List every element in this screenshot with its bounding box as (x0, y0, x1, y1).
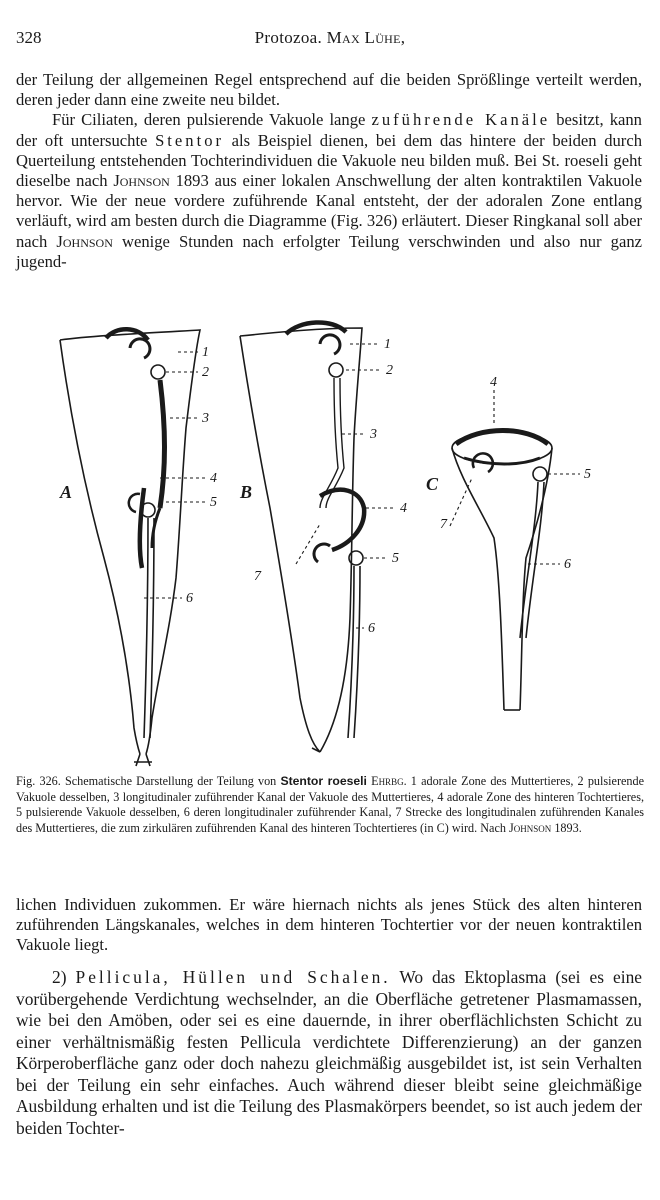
author-name: Johnson (56, 231, 113, 251)
diagram-label-c: C (426, 474, 439, 494)
running-head-section: Protozoa. (254, 28, 323, 47)
body-text-middle (16, 895, 642, 956)
label-c-5: 5 (584, 467, 591, 482)
label-b-4: 4 (400, 501, 407, 516)
emphasis-spaced: zuführende Kanäle (371, 110, 551, 130)
diagram-a-body (60, 329, 200, 766)
label-a-4: 4 (210, 471, 217, 486)
diagram-label-a: A (60, 482, 73, 502)
figure-326 (20, 318, 650, 768)
label-c-4: 4 (490, 375, 497, 390)
emphasis-spaced: Stentor (155, 130, 225, 150)
body-text-top (16, 70, 642, 272)
body-text-bottom (16, 967, 642, 1139)
diagram-c-body (450, 390, 552, 710)
label-a-5: 5 (210, 495, 217, 510)
label-b-2: 2 (386, 363, 393, 378)
caption-species: Stentor roeseli (280, 774, 367, 788)
author-name: Johnson (113, 171, 170, 191)
label-b-6: 6 (368, 621, 375, 636)
label-a-2: 2 (202, 365, 209, 380)
running-header (14, 28, 646, 54)
label-b-3: 3 (370, 427, 377, 442)
section-title: Pellicula, Hüllen und Schalen. (75, 967, 391, 987)
label-c-7: 7 (440, 517, 447, 532)
figure-caption (16, 774, 644, 836)
text-run: Wo das Ektoplasma (sei es eine vorübergehende Verdichtung wechselnder, an die Oberfläche getretener Plasmamassen, wie bei den Amöben, oder sei es eine dauernde, in ihrer oberflächlichsten Schicht zu einer verhältnismäßig festen Pellicula verdichtete Differenzierung) an der ganzen Körperoberfläche ganz oder doch nahezu gleichmäßig ausgebildet ist, ist sein Verhalten bei der Teilung ein sehr einfaches. Auch während dieser bleibt seine gleichmäßige Ausbildung erhalten und ist die Teilung des Plasmakörpers beendet, so ist auch jedem der beiden Tochter- (16, 967, 642, 1138)
paragraph-juvenile: lichen Individuen zukommen. Er wäre hiernach nichts als jenes Stück des alten hinteren zuführenden Längskanales, welches in dem hinteren Tochtertier vor der neuen kontraktilen Vakuole liegt. (16, 895, 642, 955)
page-number: 328 (16, 28, 42, 47)
paragraph-pellicula (16, 967, 642, 1139)
diagram-label-b: B (240, 482, 253, 502)
caption-author: Johnson (509, 820, 552, 835)
caption-text: 1 adorale Zone des Muttertieres, 2 pulsierende Vakuole desselben, 3 longitudinaler zuführender Kanal der Vakuole des Muttertieres, 4 adorale Zone des hinteren Tochtertieres, 5 pulsierende Vakuole desselben, 6 deren longitudinaler zuführender Kanal, 7 Strecke des longitudinalen zuführenden Kanales des Muttertieres, die zum zirkulären zuführenden Kanal des hinteren Tochtertieres (in C) wird. Nach (16, 774, 645, 835)
running-head (14, 28, 646, 48)
label-b-5: 5 (392, 551, 399, 566)
caption-text: Fig. 326. Schematische Darstellung der Teilung von (16, 774, 281, 788)
label-b-1: 1 (384, 337, 391, 352)
text-run: wenige Stunden nach erfolgter Teilung verschwinden und also nur ganz jugend- (16, 231, 642, 271)
text-run: besitzt, kann der oft untersuchte (16, 110, 642, 150)
label-b-7: 7 (254, 569, 261, 584)
text-run: 1893 aus einer lokalen Anschwellung der alten kontraktilen Vakuole hervor. Wie der neue vordere zuführende Kanal entsteht, der der adoralen Zone entlang verläuft, wird am besten durch die Diagramme (Fig. 326) erläutert. Dieser Ringkanal soll aber nach (16, 171, 642, 251)
section-number: 2) (52, 967, 67, 987)
caption-text: 1893. (551, 820, 582, 835)
paragraph-ciliates (16, 110, 642, 272)
paragraph-continuation: der Teilung der allgemeinen Regel entsprechend auf die beiden Sprößlinge verteilt werden, deren jeder dann eine zweite neu bildet. (16, 70, 642, 110)
diagram-b-body (240, 322, 364, 752)
running-head-author: Max Lühe, (326, 28, 406, 47)
label-a-1: 1 (202, 345, 209, 360)
label-a-3: 3 (202, 411, 209, 426)
caption-authority: Ehrbg. (366, 774, 407, 788)
text-run: Für Ciliaten, deren pulsierende Vakuole lange (52, 110, 372, 130)
label-c-6: 6 (564, 557, 571, 572)
text-run: als Beispiel dienen, bei dem das hintere der beiden durch Querteilung entstehenden Tochterindividuen die Vakuole neu bilden muß. Bei St. roeseli geht dieselbe nach (16, 130, 642, 191)
label-a-6: 6 (186, 591, 193, 606)
